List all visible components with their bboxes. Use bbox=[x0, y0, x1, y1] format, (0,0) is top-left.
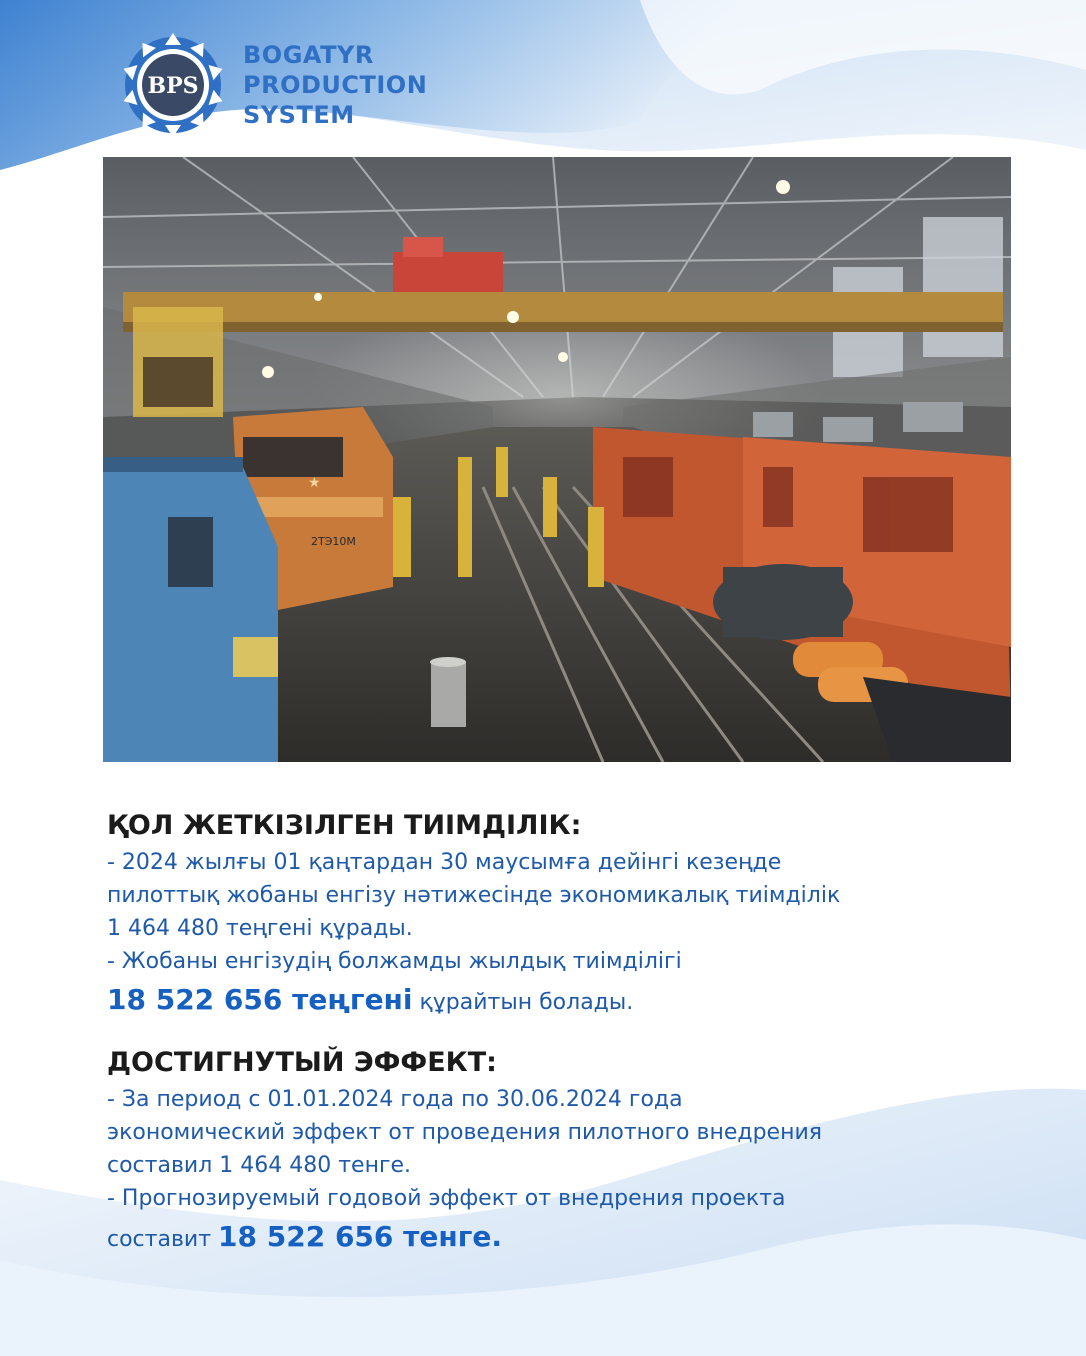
kz-line-3: 1 464 480 теңгені құрады. bbox=[107, 916, 413, 941]
brand-line-1: BOGATYR bbox=[243, 41, 374, 69]
heading-kz: ҚОЛ ЖЕТКІЗІЛГЕН ТИІМДІЛІК: bbox=[107, 810, 582, 841]
kz-line-4: - Жобаны енгізудің болжамды жылдық тиімділігі bbox=[107, 949, 682, 974]
bps-logo-icon bbox=[118, 30, 228, 140]
svg-text:★: ★ bbox=[308, 475, 321, 491]
ru-line-4: - Прогнозируемый годовой эффект от внедрения проекта bbox=[107, 1186, 786, 1211]
ru-line-1: - За период с 01.01.2024 года по 30.06.2024 года bbox=[107, 1087, 683, 1112]
content bbox=[107, 808, 1017, 1260]
brand-line-2: PRODUCTION bbox=[243, 71, 428, 99]
ru-line-2: экономический эффект от проведения пилотного внедрения bbox=[107, 1120, 823, 1145]
kz-line-5-rest: құрайтын болады. bbox=[412, 990, 634, 1015]
heading-ru: ДОСТИГНУТЫЙ ЭФФЕКТ: bbox=[107, 1047, 497, 1078]
kz-line-5 bbox=[107, 980, 1017, 1023]
ru-annual-amount: 18 522 656 тенге. bbox=[218, 1220, 502, 1253]
kz-line-1: - 2024 жылғы 01 қаңтардан 30 маусымға дейінгі кезеңде bbox=[107, 850, 782, 875]
ru-line-3: составил 1 464 480 тенге. bbox=[107, 1153, 412, 1178]
ru-line-5-pre: составит bbox=[107, 1227, 219, 1252]
brand-name bbox=[243, 40, 427, 130]
logo-text: BPS bbox=[147, 73, 199, 99]
kz-line-2: пилоттық жобаны енгізу нәтижесінде экономикалық тиімділік bbox=[107, 883, 841, 908]
locomotive-number: 2ТЭ10М bbox=[311, 535, 356, 548]
depot-photo bbox=[103, 157, 1011, 762]
ru-line-5 bbox=[107, 1217, 1017, 1260]
kz-annual-amount: 18 522 656 теңгені bbox=[107, 983, 413, 1016]
brand-line-3: SYSTEM bbox=[243, 101, 355, 129]
